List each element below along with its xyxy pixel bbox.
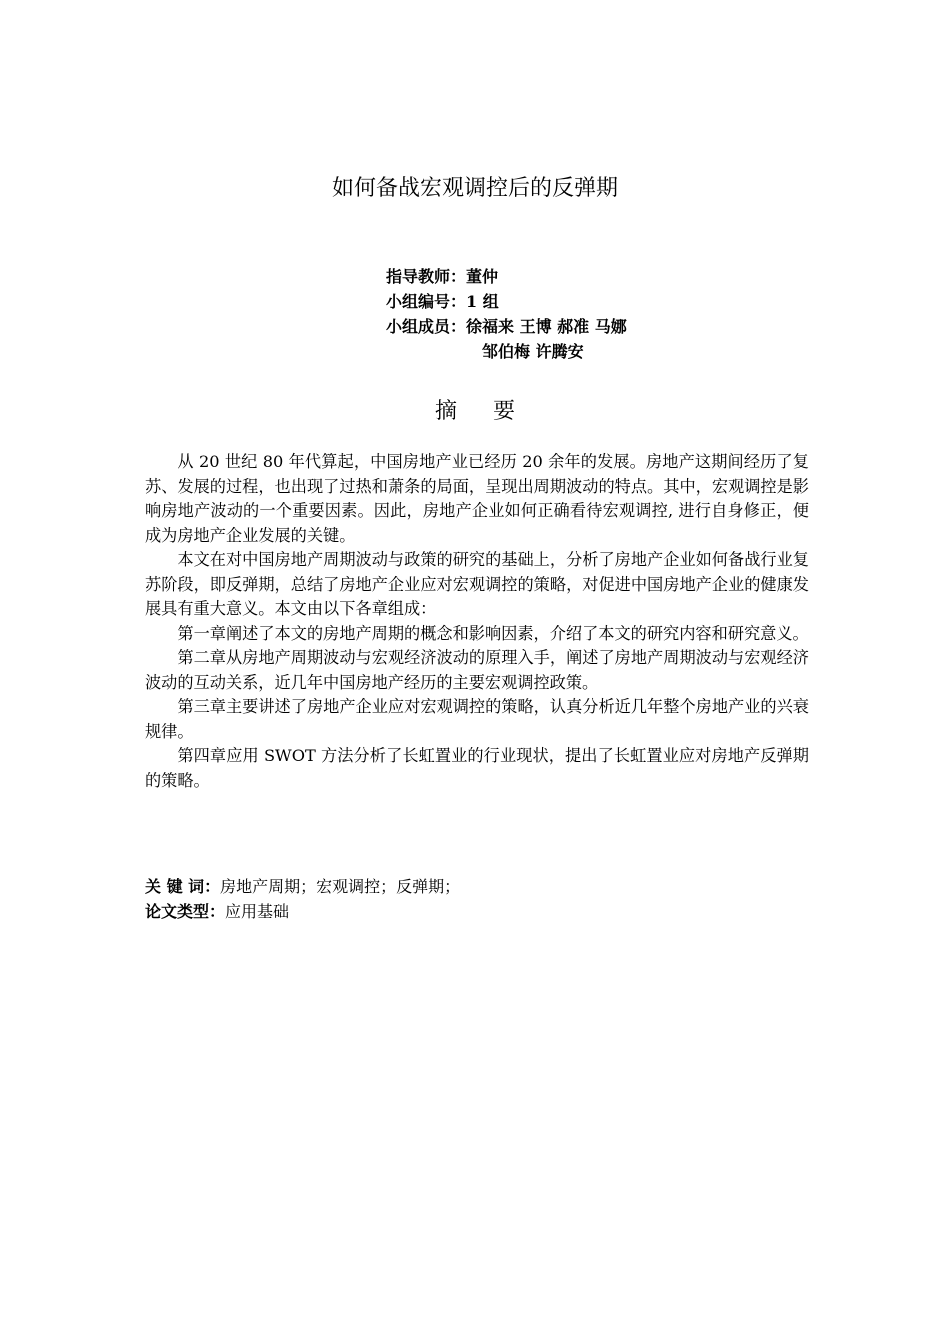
author-info-block [386,264,627,364]
paper-title: 如何备战宏观调控后的反弹期 [331,176,618,201]
abstract-heading-char-2: 要 [493,399,516,424]
advisor-line: 指导教师：董仲 [386,267,499,286]
keywords-value: 房地产周期；宏观调控；反弹期； [220,877,461,896]
abstract-paragraph: 从 20 世纪 80 年代算起，中国房地产业已经历 20 余年的发展。房地产这期间经历了复苏、发展的过程，也出现了过热和萧条的局面，呈现出周期波动的特点。其中，宏观调控是影响房地产波动的一个重要因素。因此，房地产企业如何正确看待宏观调控, 进行自身修正，便成为房地产企业发展的关键。 [145,452,809,545]
keywords-line [145,874,809,899]
abstract-heading-char-1: 摘 [434,399,457,424]
abstract-paragraph: 第三章主要讲述了房地产企业应对宏观调控的策略，认真分析近几年整个房地产业的兴衰规律。 [145,697,809,741]
abstract-paragraph: 第四章应用 SWOT 方法分析了长虹置业的行业现状，提出了长虹置业应对房地产反弹期的策略。 [145,746,809,790]
group-members-continued: 邹伯梅 许腾安 [482,342,584,361]
abstract-body [145,450,809,793]
group-members-line: 小组成员：徐福来 王博 郝准 马娜 [386,317,627,336]
abstract-heading [0,396,950,428]
paper-type-line [145,899,809,924]
paper-type-value: 应用基础 [225,902,290,921]
keywords-label: 关 键 词： [145,877,221,896]
abstract-paragraph: 第二章从房地产周期波动与宏观经济波动的原理入手，阐述了房地产周期波动与宏观经济波动的互动关系，近几年中国房地产经历的主要宏观调控政策。 [145,648,809,692]
abstract-paragraph: 本文在对中国房地产周期波动与政策的研究的基础上，分析了房地产企业如何备战行业复苏阶段，即反弹期，总结了房地产企业应对宏观调控的策略，对促进中国房地产企业的健康发展具有重大意义。本文由以下各章组成： [145,550,809,618]
keywords-block [145,874,809,924]
paper-type-label: 论文类型： [145,902,226,921]
abstract-paragraph: 第一章阐述了本文的房地产周期的概念和影响因素，介绍了本文的研究内容和研究意义。 [177,623,809,643]
group-number-line: 小组编号：1 组 [386,292,499,311]
